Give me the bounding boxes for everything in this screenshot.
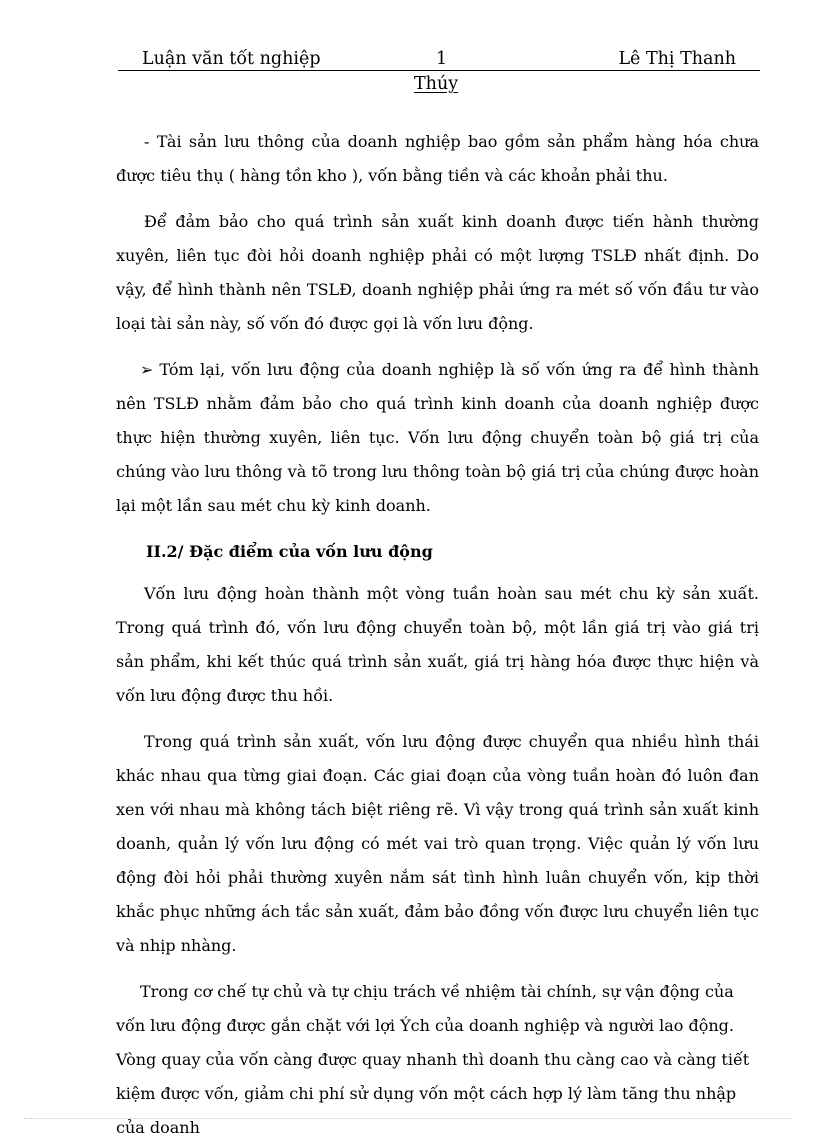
document-body — [116, 125, 759, 1145]
paragraph-summary-text: Tóm lại, vốn lưu động của doanh nghiệp là số vốn ứng ra để hình thành nên TSLĐ nhằm đảm bảo cho quá trình kinh doanh của doanh nghiệp được thực hiện thường xuyên, liên tục. Vốn lưu động chuyển toàn bộ giá trị của chúng vào lưu thông và tõ trong lưu thông toàn bộ giá trị của chúng được hoàn lại một lần sau mét chu kỳ kinh doanh. — [116, 360, 759, 515]
arrow-bullet-icon: ➢ — [140, 360, 154, 379]
paragraph-production-process: Trong quá trình sản xuất, vốn lưu động được chuyển qua nhiều hình thái khác nhau qua từng giai đoạn. Các giai đoạn của vòng tuần hoàn đó luôn đan xen với nhau mà không tách biệt riêng rẽ. Vì vậy trong quá trình sản xuất kinh doanh, quản lý vốn lưu động có mét vai trò quan trọng. Việc quản lý vốn lưu động đòi hỏi phải thường xuyên nắm sát tình hình luân chuyển vốn, kịp thời khắc phục những ách tắc sản xuất, đảm bảo đồng vốn được lưu chuyển liên tục và nhịp nhàng. — [116, 732, 759, 955]
paragraph-summary — [116, 353, 759, 523]
paragraph-ensure-production: Để đảm bảo cho quá trình sản xuất kinh doanh được tiến hành thường xuyên, liên tục đòi hỏi doanh nghiệp phải có một lượng TSLĐ nhất định. Do vậy, để hình thành nên TSLĐ, doanh nghiệp phải ứng ra mét số vốn đầu tư vào loại tài sản này, số vốn đó được gọi là vốn lưu động. — [116, 212, 759, 333]
header-thesis-label: Luận văn tốt nghiệp — [142, 49, 321, 69]
paragraph-autonomy: Trong cơ chế tự chủ và tự chịu trách về nhiệm tài chính, sự vận động của vốn lưu động được gắn chặt với lợi Ých của doanh nghiệp và người lao động. Vòng quay của vốn càng được quay nhanh thì doanh thu càng cao và càng tiết kiệm được vốn, giảm chi phí sử dụng vốn một cách hợp lý làm tăng thu nhập của doanh — [116, 982, 750, 1137]
header-author-name-continued: Thúy — [414, 74, 459, 94]
paragraph-cycle: Vốn lưu động hoàn thành một vòng tuần hoàn sau mét chu kỳ sản xuất. Trong quá trình đó, vốn lưu động chuyển toàn bộ, một lần giá trị vào giá trị sản phẩm, khi kết thúc quá trình sản xuất, giá trị hàng hóa được thực hiện và vốn lưu động được thu hồi. — [116, 584, 759, 705]
page-header — [118, 48, 760, 71]
paragraph-current-assets: - Tài sản lưu thông của doanh nghiệp bao gồm sản phẩm hàng hóa chưa được tiêu thụ ( hàng tồn kho ), vốn bằng tiền và các khoản phải thu. — [116, 132, 759, 185]
section-heading: II.2/ Đặc điểm của vốn lưu động — [146, 542, 433, 561]
header-page-number: 1 — [436, 49, 448, 69]
header-author-name: Lê Thị Thanh — [618, 49, 736, 69]
page-bottom-border — [24, 1118, 792, 1119]
